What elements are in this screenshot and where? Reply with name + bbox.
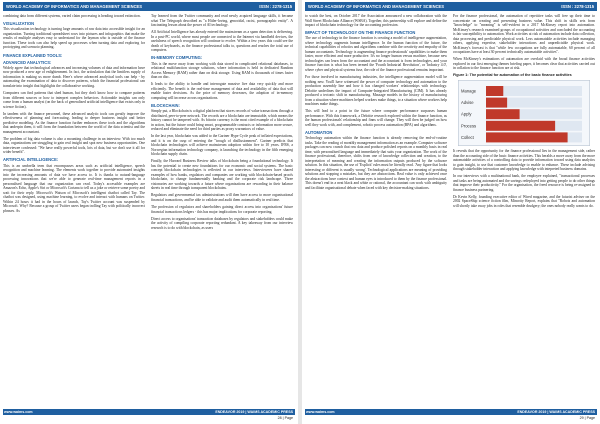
- body-paragraph: In tandem with the finance personnel, these advanced analytic tools can greatly improve the effectiveness of planning and forecasting, leading to deeper business insight and better predictive modeling. As the finance function further embraces these tools and the algorithms that underpin them, it will form the foundation between the world of the data scientist and the management accountant.: [3, 111, 145, 134]
- figure-row-label: Process: [461, 123, 477, 129]
- right-page-column-1: [305, 14, 447, 406]
- section-heading: VISUALIZATION: [3, 21, 35, 27]
- figure-row-label: Apply: [461, 111, 472, 117]
- body-paragraph: It reveals that the opportunity for the finance professional lies in the management side, rather than the accounting side of the basic finance activities. This heralds a move away from the more automatable activities of a controlling data to provide information toward using data analytics to gain insight, to use that customer knowledge to enable to enhance. These include advising through stakeholder interaction and applying knowledge with intepreted business domains.: [453, 149, 595, 172]
- page-header: [305, 2, 597, 11]
- body-paragraph: This visualization technology is turning large amounts of raw data into accessible insight for an organization. Turning traditional spreadsheet rows into pictures and infographics that make the results of multiple analyses easy to understand for the layman who is outside of the finance function. These tools can also help speed up processes when turning data and exploring for prototyping and scenario planning.: [3, 27, 145, 50]
- body-paragraph: This is an umbrella term that encompasses areas such as artificial intelligence, speech recognition and machine learning. The elements work together to provide automated insights into the increasing amounts of data we have access to. It is thanks to natural-language processing innovations that we're able to generate real-time management reports in a personalised language that our organization can read. Today's accessible examples are Amazon's Echo, Apple's Siri or Microsoft's Cortana to tell us a joke or retrieve some poetry and wait for their reply. Microsoft's Watson of Microsoft's intelligent chatbot called Tay. The chatbot was designed, using machine learning, to evolve and interact with humans on Twitter. Within 24 hours it had in the hours of launch, Tay's Twitter account was suspended by Microsoft. Why? Because a group of Twitter users began trolling Tay with politically incorrect phrases. As: [3, 163, 145, 213]
- body-paragraph: Dr Kevin Kelly, founding executive editor of Wired magazine, and the futurist adviser on the 2002 SpaceShip science fiction film, Minority Report, explains that "Robots and automation will shortly take away jobs in roles that resemble drudgery; the ones nobody really wants to do.: [453, 194, 595, 208]
- body-paragraph: The problem of big data volume is also a mounting challenge in an interview. With too much data, organizations are struggling to gain real insight and spot new business opportunities. One interviewee confessed: "We have really powerful tools, lots of data, but we don't use it all for wider benefit".: [3, 136, 145, 155]
- body-paragraph: to watch the best, on October 2017 the Association announced a new collaboration with the Wall Street Blockchain Alliance (WSBA). Together, this partnership will explore and define the impact of blockchain technology for the accounting profession.: [305, 14, 447, 27]
- right-page-column-2: [453, 14, 595, 406]
- body-paragraph: The profession of regulators and shareholders gaining direct access into organisations' future financial transactions ledgers - this has major implications for corporate reporting.: [151, 205, 293, 214]
- journal-title: WORLD ACADEMY OF INFORMATICS AND MANAGEMENT SCIENCES: [308, 4, 445, 9]
- body-paragraph: combining data from different systems, varied claim processing is heading toward extinction.: [3, 14, 141, 18]
- footer-issue: ENDEAVOR 2019 | WAIMS ACADEMIC PRESS: [517, 410, 595, 414]
- journal-title: WORLD ACADEMY OF INFORMATICS AND MANAGEMENT SCIENCES: [6, 4, 143, 9]
- figure-row-label: Manage: [461, 88, 477, 94]
- left-page-column-1: [3, 14, 145, 406]
- footer-url[interactable]: www.waims.com: [4, 410, 33, 414]
- body-paragraph: Finally, the Harvard Business Review talks of blockchain being a foundational technology. It has the potential to create new foundations for our economic and social systems. The basic concept blockchain technologies is reflected in our interviews. Interviewees have shared examples of how banks, regulators and companies are working with blockchain-based proofs blockchain, to change fundamentally banking and the corporate risk landscape. Three visionaries are working towards a future where organizations are rewarding in their balance sheets in real time through transparent blockchains.: [151, 159, 293, 191]
- body-paragraph: In the last year, blockchain was added to the Gartner Hype Cycle peak of inflated expectations, and it is on the cusp of entering the "trough of disillusionment". Gartner predicts that blockchain technologies will achieve mainstream adoption within five to 10 years. IFRS, a Norwegian information technology company, is launching the technology in the fifth emerging blockchain supply chain.: [151, 134, 293, 157]
- section-heading: ADVANCED ANALYTICS:: [3, 59, 52, 65]
- figure-bar: [486, 98, 507, 108]
- page-number: 28 | Page: [277, 416, 293, 420]
- section-heading: BLOCKCHAIN:: [151, 102, 180, 108]
- body-paragraph: Simply put, a Blockchain is a digital platform that stores records of value transactions through a distributed, peer-to-peer network. The records are a blockchain are immutable, which means the history cannot be tampered with. As bitcoin currency is the most cited example of a blockchain in action, but the future could bring smart, programmable contracts or information more secure, reduced and eliminate the need for third parties as proxy warrantors of value.: [151, 109, 293, 132]
- body-paragraph: The use of technology in the finance function is creating a model of intelligence augmentation, where technology augments human intelligence. In the human function of the future, the technical capabilities of robotics and algorithms combine with the creativity and empathy of the human accountants. Technology is augmenting finance professionals' capabilities to make them faster, more efficient and more productive. It's no longer human versus machine, because new technologies can learn from the accountant and the accountant is from technologies, and your finance function is what has been termed the 'Fourth Industrial Revolution', or 'Industry 4.0', where cyber and physical systems fuse, the role of the finance professional remains important.: [305, 36, 447, 72]
- page-number: 29 | Page: [579, 416, 595, 420]
- body-paragraph: Technology automation within the finance function is already removing the end-of-routine tasks. Take the reading of monthly management information as an example. Computer software packages can now crunch that raw data and produce polished reports on a monthly basis in real time, with personalised language and immediately that suits your organization. The work of the finance professional, therefore, shifts from one of knowledge collection and creation, to the interpretation of meaning and creating the information outputs produced by the software solution. In this situation, the use of 'Explicit' rules must be literally read. 'Any figure that looks interesting or different is usually wrong'. Technological applications are meaning of providing solutions and stopping a mistakes, but they are abstractions. Real value is only achieved once the abstractions have context and human eyes is introduced to them by the finance professional. This doesn't end in a neat black and white or rational, the accountant can work with ambiguity and facilitate organisational debate when faced with key decision-making situations.: [305, 136, 447, 190]
- body-paragraph: Computers can find patterns that shed human, but they don't know how to compare patterns from different sources or how to interpret complex behaviors. Actionable insights can only come from a human analyst (on the back of generalized artificial intelligence that exists only in science fiction).: [3, 91, 145, 109]
- footer-url[interactable]: www.waims.com: [306, 410, 335, 414]
- figure-row-label: Advise: [461, 100, 474, 106]
- section-heading: FINANCE EXPLAINED TOOLS:: [3, 52, 63, 58]
- body-paragraph: For those involved in manufacturing industries, the intelligence augmentation model will be nothing new. You'll have witnessed the power of computer technology and automation to the production assembly line and how it has changed workers' relationships with technology. Deloitte underlines the impact of Computer-Integrated Manufacturing (CIM). It has already produced a tectonic shift in manufacturing. Massage models in the history of manufacturing from a situation where machines helped workers make things, to a situation where workers help machines make things.: [305, 75, 447, 107]
- figure-bar: [486, 121, 555, 131]
- right-page: [302, 0, 600, 424]
- body-paragraph: Widely agree that technological advances and increasing volumes of data and information have now produced a new age of enlightenment. In fact, the articulation that the limitless supply of information is making us more dumb. Here's where advanced analytical tools can help - by automating the examination of data to discover patterns, which the financial professional can translate into insight that highlights the collaborative working.: [3, 65, 145, 88]
- page-footer: [3, 409, 295, 421]
- body-paragraph: For the finance professional, the automation of repetitive tasks will free up their time to concentrate on creating and presenting business value. This shift in skills sets from "knowledge" to "meaning" is self-evident in a 2017 McKinsey report into automation. McKinsey's research examined groups of occupational activities and concluded the accounting is fair susceptibility to automation. Work activities at risk of automation include data collection, data processing and predictable physical work. Less automatable activities include managing others, applying expertise, stakeholder interactions and unpredictable physical work. McKinsey's forecast is that "while few occupations are fully automatable, 60 percent of all occupations have at least 30 percent technically automatable activities".: [453, 14, 595, 54]
- section-heading: AUTOMATION: [305, 129, 333, 135]
- body-paragraph: Regulators and governmental tax administrations will then have access to more organisational financial transactions, and be able to validate and audit them automatically in real time.: [151, 193, 293, 202]
- page-header: [3, 2, 295, 11]
- body-paragraph: When McKinsey's estimations of automation are overlaid with the broad finance activities explored in our first emerging themes briefing paper, it becomes clear that activities carried out in collation to the finance function are at risk.: [453, 57, 595, 71]
- body-paragraph: This will lead to a point in the future where computer performance surpasses human performance. With this framework, a Deloitte research explored within the finance function, as the human professionals' relationship and finns will change. They will then be judged on how well they work with, and complement, robotic process automation (RPA) and algorithms.: [305, 109, 447, 127]
- figure-1-automation-chart: [458, 80, 590, 146]
- body-paragraph: It leads to the ability to handle and interrogate massive live data very quickly and more efficiently. The benefit is the real-time management of data and availability of data that will enable faster decisions. As the price of memory decreases, the adoption of in-memory computing will increase across organizations.: [151, 82, 293, 100]
- issn: ISSN : 2278-1315: [259, 4, 292, 9]
- body-paragraph: In our interviews with a multinational bank, the employee explained, "transactional processes and tasks are being automated and the savings redeployed into getting people to do other things that improve their productivity." For the organisation, the freed resource is being re-assigned to finance business partnering.: [453, 174, 595, 192]
- figure-row-label: Collect: [461, 135, 474, 141]
- page-footer: [305, 409, 597, 421]
- section-heading: IN-MEMORY COMPUTING:: [151, 55, 203, 61]
- figure-bar: [486, 133, 568, 143]
- figure-bar: [486, 86, 503, 96]
- section-heading: ARTIFICIAL INTELLIGENCE:: [3, 157, 59, 163]
- left-page-column-2: [151, 14, 293, 406]
- figure-caption: Figure 1: The potential for automation of the basic finance activities: [453, 73, 572, 78]
- body-paragraph: Direct access to organisations' transaction databases by regulators and stakeholders could make the activity of compiling corporate reporting redundant. A key takeaway from our interview research is to do with blockchain, as users: [151, 216, 293, 230]
- figure-bar: [486, 109, 520, 119]
- section-heading: IMPACT OF TECHNOLOGY ON THE FINANCE FUNCTION: [305, 30, 416, 36]
- body-paragraph: All Artificial Intelligence has already entered the mainstream as a spam detection is delivering. In a post-PC world, where most people are connected to the Internet via handheld devices, the usefulness of speech recognition will continue to evolve. Within a few years this could see the death of keyboards, as the finance professional talks to, questions and reaches the total use of computers.: [151, 30, 293, 53]
- body-paragraph: This is the move away from working with data stored in complicated relational databases, to relational multifunction storage solutions, where information is held in dedicated Random Access Memory (RAM) rather than on disk storage. Using RAM is thousands of times faster than on disc.: [151, 61, 293, 80]
- left-page: [0, 0, 298, 424]
- footer-issue: ENDEAVOR 2019 | WAIMS ACADEMIC PRESS: [215, 410, 293, 414]
- issn: ISSN : 2278-1315: [561, 4, 594, 9]
- body-paragraph: Tay learned from the Twitter community and read newly acquired language skills, it became what The Telegraph described as "a Hitler-loving, genocidal, racist, pornographic entity". A fascinating lesson about the power of AI technology.: [151, 14, 293, 27]
